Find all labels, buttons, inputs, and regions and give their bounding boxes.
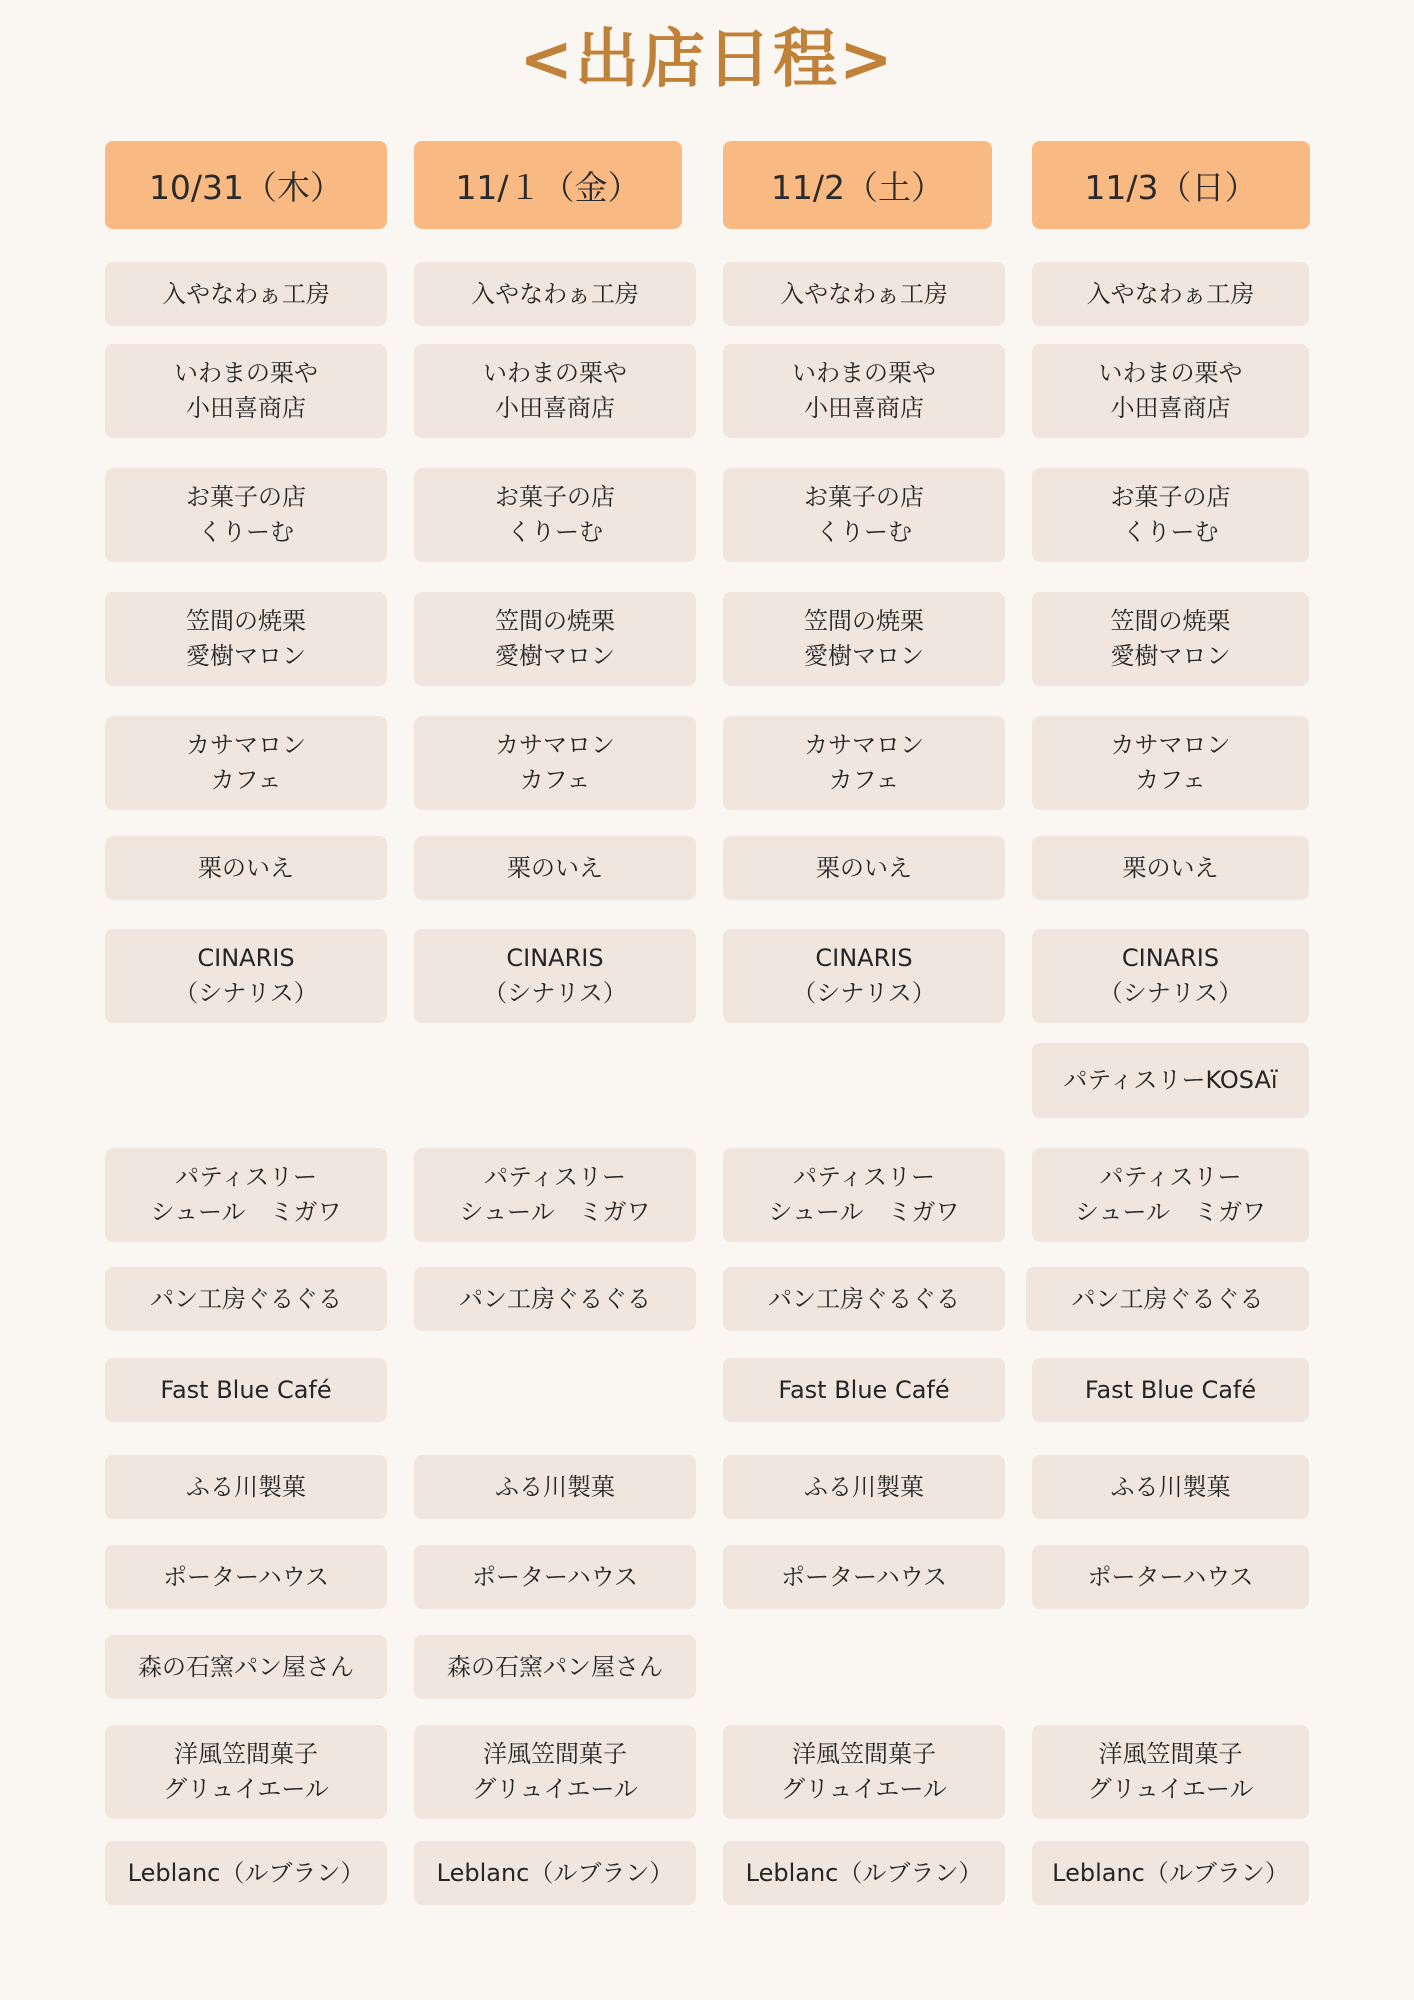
shop-name: パティスリー [483, 1163, 627, 1191]
shop-name: 小田喜商店 [1110, 394, 1231, 422]
shop-card [414, 836, 696, 900]
shop-name: パン工房ぐるぐる [768, 1284, 960, 1313]
shop-name: パン工房ぐるぐる [459, 1284, 651, 1313]
shop-name: 愛樹マロン [495, 642, 615, 670]
shop-name: 森の石窯パン屋さん [138, 1652, 354, 1681]
shop-card [723, 1148, 1005, 1242]
shop-card [1032, 1148, 1309, 1242]
shop-card [105, 262, 387, 326]
shop-name: 栗のいえ [198, 853, 294, 882]
shop-name: パティスリー [1099, 1163, 1242, 1191]
shop-card [414, 1841, 696, 1905]
shop-name: 森の石窯パン屋さん [447, 1652, 663, 1681]
shop-name: ポーターハウス [162, 1562, 330, 1591]
shop-name: いわまの栗や [792, 359, 936, 387]
shop-name: カフェ [828, 766, 900, 794]
shop-name: カフェ [210, 766, 282, 794]
shop-card [105, 1635, 387, 1699]
shop-name: 愛樹マロン [1110, 642, 1231, 670]
shop-card [723, 929, 1005, 1023]
shop-name: いわまの栗や [483, 359, 627, 387]
shop-name: 笠間の焼栗 [1110, 607, 1231, 635]
shop-name: （シナリス） [792, 979, 936, 1007]
shop-name: Fast Blue Café [1084, 1375, 1257, 1404]
shop-card [105, 929, 387, 1023]
shop-name: 栗のいえ [1122, 853, 1219, 882]
shop-name: （シナリス） [483, 979, 627, 1007]
shop-name: 入やなわぁ工房 [1086, 279, 1255, 308]
shop-card [414, 716, 696, 810]
shop-name: グリュイエール [781, 1775, 947, 1803]
shop-card [414, 262, 696, 326]
shop-name: パン工房ぐるぐる [150, 1284, 342, 1313]
shop-name: ポーターハウス [780, 1562, 948, 1591]
shop-name: お菓子の店 [186, 483, 306, 511]
shop-card [723, 1267, 1005, 1331]
shop-name: Leblanc（ルブラン） [1052, 1858, 1289, 1887]
shop-name: くりーむ [816, 518, 912, 546]
shop-card [414, 344, 696, 438]
shop-name: Fast Blue Café [160, 1375, 332, 1404]
shop-name: 小田喜商店 [186, 394, 306, 422]
shop-name: 愛樹マロン [804, 642, 924, 670]
shop-card [105, 1148, 387, 1242]
shop-card [414, 468, 696, 562]
shop-card [723, 1358, 1005, 1422]
shop-card [414, 1148, 696, 1242]
shop-name: グリュイエール [1087, 1775, 1254, 1803]
shop-name: Leblanc（ルブラン） [436, 1858, 674, 1887]
shop-name: 栗のいえ [816, 853, 912, 882]
shop-name: （シナリス） [1098, 979, 1243, 1007]
page-title: <出店日程> [519, 23, 895, 97]
shop-card [723, 716, 1005, 810]
shop-name: ふる川製菓 [804, 1472, 924, 1501]
shop-card [414, 1635, 696, 1699]
shop-name: ポーターハウス [1087, 1562, 1254, 1591]
shop-card [105, 1358, 387, 1422]
shop-name: シュール ミガワ [768, 1198, 960, 1226]
shop-name: ふる川製菓 [186, 1472, 306, 1501]
shop-card [1032, 592, 1309, 686]
shop-name: シュール ミガワ [1074, 1198, 1267, 1226]
shop-name: カサマロン [804, 731, 924, 759]
shop-card [1032, 836, 1309, 900]
shop-card [105, 1841, 387, 1905]
date-header: 11/3（日） [1032, 141, 1310, 229]
shop-card [1032, 1841, 1309, 1905]
shop-card [105, 1455, 387, 1519]
shop-card [414, 1267, 696, 1331]
shop-name: 栗のいえ [507, 853, 603, 882]
shop-name: ふる川製菓 [1110, 1472, 1231, 1501]
shop-name: くりーむ [1122, 518, 1219, 546]
shop-name: 洋風笠間菓子 [174, 1740, 318, 1768]
shop-card [1032, 929, 1309, 1023]
shop-name: カフェ [1135, 766, 1206, 794]
shop-card [105, 1725, 387, 1819]
shop-card [1026, 1267, 1309, 1331]
shop-name: ポーターハウス [471, 1562, 639, 1591]
shop-name: お菓子の店 [1110, 483, 1231, 511]
shop-name: Leblanc（ルブラン） [745, 1858, 983, 1887]
shop-name: いわまの栗や [1098, 359, 1243, 387]
shop-name: CINARIS [815, 944, 913, 972]
date-header: 11/2（土） [723, 141, 992, 229]
shop-name: 洋風笠間菓子 [483, 1740, 627, 1768]
shop-card [723, 1455, 1005, 1519]
shop-card [1032, 1043, 1309, 1118]
shop-name: カサマロン [186, 731, 306, 759]
shop-name: お菓子の店 [495, 483, 615, 511]
shop-name: ふる川製菓 [495, 1472, 615, 1501]
shop-name: パン工房ぐるぐる [1071, 1284, 1264, 1313]
shop-card [414, 1725, 696, 1819]
shop-card [105, 344, 387, 438]
shop-name: 入やなわぁ工房 [162, 279, 330, 308]
shop-card [414, 1455, 696, 1519]
shop-name: 愛樹マロン [186, 642, 306, 670]
shop-name: 洋風笠間菓子 [1098, 1740, 1243, 1768]
shop-name: 入やなわぁ工房 [780, 279, 948, 308]
shop-name: いわまの栗や [174, 359, 318, 387]
shop-card [1032, 1455, 1309, 1519]
shop-card [1032, 716, 1309, 810]
shop-name: くりーむ [198, 518, 294, 546]
shop-name: （シナリス） [174, 979, 318, 1007]
shop-card [105, 468, 387, 562]
shop-card [105, 592, 387, 686]
shop-name: お菓子の店 [804, 483, 924, 511]
shop-name: 笠間の焼栗 [186, 607, 306, 635]
shop-card [1032, 1358, 1309, 1422]
shop-name: 入やなわぁ工房 [471, 279, 639, 308]
shop-name: Fast Blue Café [778, 1375, 950, 1404]
shop-card [1032, 1725, 1309, 1819]
shop-card [723, 262, 1005, 326]
shop-card [105, 836, 387, 900]
shop-card [723, 468, 1005, 562]
date-header: 11/１（金） [414, 141, 682, 229]
shop-card [105, 1545, 387, 1609]
shop-card [723, 836, 1005, 900]
shop-card [723, 1725, 1005, 1819]
shop-name: CINARIS [197, 944, 295, 972]
shop-name: 小田喜商店 [495, 394, 615, 422]
shop-card [414, 1545, 696, 1609]
shop-name: パティスリー [792, 1163, 936, 1191]
shop-name: くりーむ [507, 518, 603, 546]
shop-name: Leblanc（ルブラン） [127, 1858, 365, 1887]
shop-name: 笠間の焼栗 [495, 607, 615, 635]
shop-name: CINARIS [1121, 944, 1220, 972]
shop-name: 笠間の焼栗 [804, 607, 924, 635]
shop-card [105, 716, 387, 810]
shop-name: カサマロン [495, 731, 615, 759]
shop-card [723, 592, 1005, 686]
shop-card [723, 1545, 1005, 1609]
shop-card [1032, 468, 1309, 562]
shop-card [723, 1841, 1005, 1905]
shop-card [723, 344, 1005, 438]
shop-card [1032, 1545, 1309, 1609]
shop-card [414, 929, 696, 1023]
shop-card [105, 1267, 387, 1331]
shop-name: パティスリー [174, 1163, 318, 1191]
shop-name: カサマロン [1110, 731, 1231, 759]
shop-card [1032, 344, 1309, 438]
shop-name: CINARIS [506, 944, 604, 972]
shop-name: 小田喜商店 [804, 394, 924, 422]
date-header: 10/31（木） [105, 141, 387, 229]
shop-card [1032, 262, 1309, 326]
shop-name: パティスリーKOSAï [1063, 1066, 1278, 1094]
shop-card [414, 592, 696, 686]
shop-name: グリュイエール [472, 1775, 638, 1803]
shop-name: 洋風笠間菓子 [792, 1740, 936, 1768]
shop-name: カフェ [519, 766, 591, 794]
shop-name: グリュイエール [163, 1775, 329, 1803]
shop-name: シュール ミガワ [150, 1198, 342, 1226]
shop-name: シュール ミガワ [459, 1198, 651, 1226]
